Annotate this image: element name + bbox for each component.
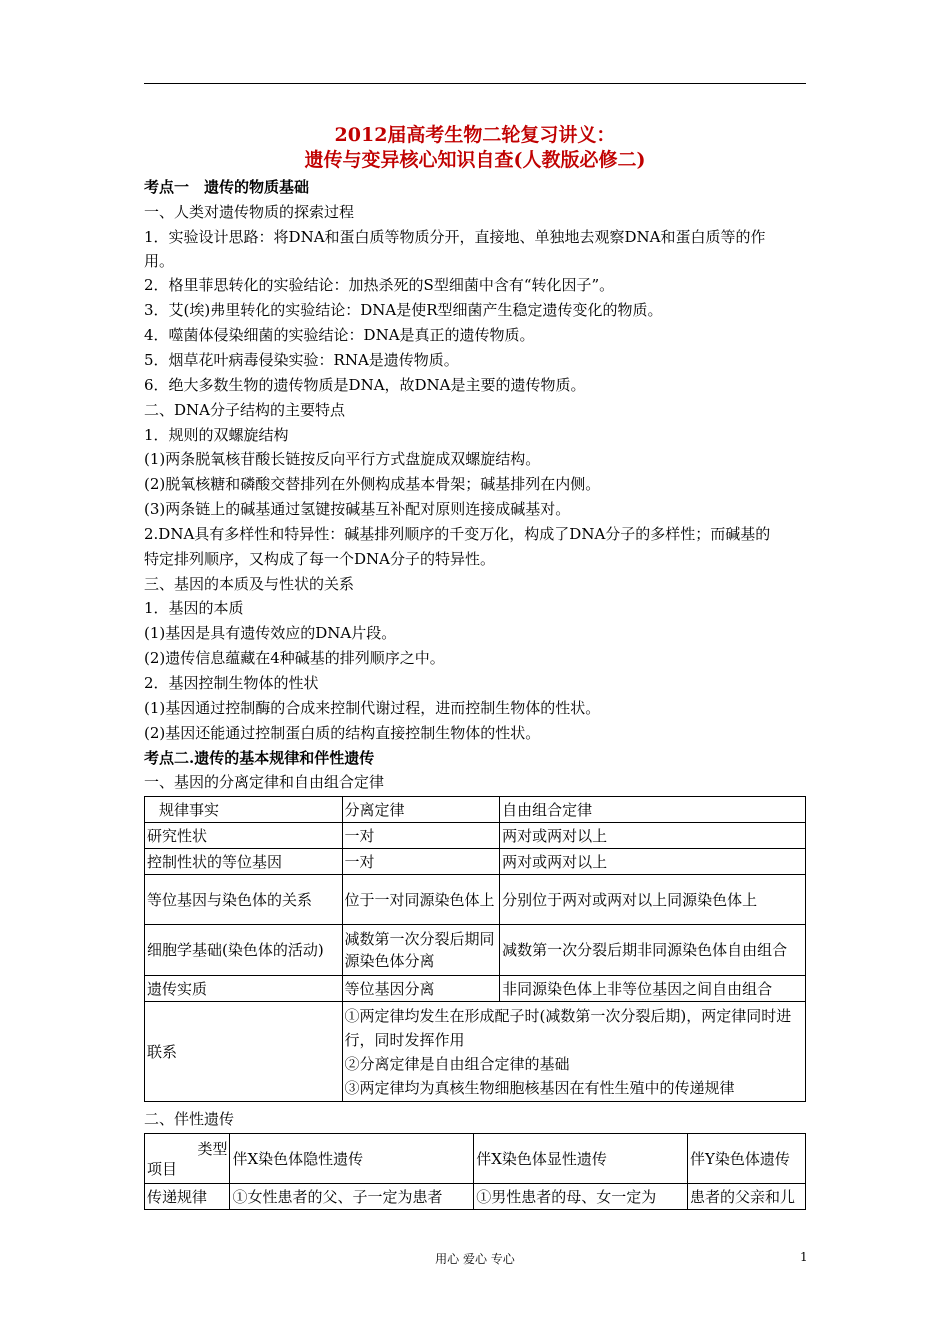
table-header-cell: 伴Y染色体遗传 — [688, 1134, 806, 1184]
inheritance-laws-table — [144, 796, 806, 1102]
table-cell: 两对或两对以上 — [500, 823, 806, 849]
section-heading-2: 考点二.遗传的基本规律和伴性遗传 — [144, 749, 375, 767]
table-row — [145, 1184, 806, 1210]
table-cell: 减数第一次分裂后期非同源染色体自由组合 — [500, 925, 806, 976]
table-cell: 传递规律 — [145, 1184, 230, 1210]
corner-type-label: 类型 — [197, 1139, 228, 1158]
table-cell: 非同源染色体上非等位基因之间自由组合 — [500, 976, 806, 1002]
table-cell: 一对 — [342, 823, 500, 849]
table-row — [145, 925, 806, 976]
body-line: 特定排列顺序，又构成了每一个DNA分子的特异性。 — [144, 550, 495, 568]
table-header-row — [145, 797, 806, 823]
table-header-cell: 规律事实 — [145, 797, 343, 823]
table-header-cell: 伴X染色体显性遗传 — [474, 1134, 688, 1184]
table-corner-cell — [145, 1134, 230, 1184]
table-cell: 遗传实质 — [145, 976, 343, 1002]
body-line: 一、人类对遗传物质的探索过程 — [144, 203, 355, 221]
table-row — [145, 849, 806, 875]
header-rule — [144, 83, 806, 84]
table-cell: 两对或两对以上 — [500, 849, 806, 875]
table-cell: 患者的父亲和儿 — [688, 1184, 806, 1210]
table-header-cell: 伴X染色体隐性遗传 — [230, 1134, 474, 1184]
table-cell: 位于一对同源染色体上 — [342, 875, 500, 925]
body-line: 2.DNA具有多样性和特异性：碱基排列顺序的千变万化，构成了DNA分子的多样性；而碱基的 — [144, 525, 771, 543]
body-line: (1)基因通过控制酶的合成来控制代谢过程，进而控制生物体的性状。 — [144, 699, 601, 717]
table-cell: 一对 — [342, 849, 500, 875]
body-line: 用。 — [144, 252, 175, 270]
body-line: 1．基因的本质 — [144, 599, 244, 617]
body-line: (1)基因是具有遗传效应的DNA片段。 — [144, 624, 397, 642]
table-header-cell: 自由组合定律 — [500, 797, 806, 823]
relation-item: ①两定律均发生在形成配子时(减数第一次分裂后期)，两定律同时进行，同时发挥作用 — [344, 1006, 792, 1049]
table-row — [145, 823, 806, 849]
section-heading-sex-linked: 二、伴性遗传 — [144, 1110, 235, 1128]
table-cell: 细胞学基础(染色体的活动) — [145, 925, 343, 976]
relation-item: ②分离定律是自由组合定律的基础 — [344, 1054, 570, 1073]
body-line: 2．基因控制生物体的性状 — [144, 674, 319, 692]
body-line: 1．规则的双螺旋结构 — [144, 426, 289, 444]
body-line: (1)两条脱氧核苷酸长链按反向平行方式盘旋成双螺旋结构。 — [144, 450, 541, 468]
body-line: (2)遗传信息蕴藏在4种碱基的排列顺序之中。 — [144, 649, 445, 667]
sex-linked-table — [144, 1133, 806, 1210]
table-header-cell: 分离定律 — [342, 797, 500, 823]
body-line: 一、基因的分离定律和自由组合定律 — [144, 773, 385, 791]
table-cell: 分别位于两对或两对以上同源染色体上 — [500, 875, 806, 925]
table-cell: 减数第一次分裂后期同源染色体分离 — [342, 925, 500, 976]
corner-item-label: 项目 — [147, 1159, 178, 1178]
title-line-2: 遗传与变异核心知识自查(人教版必修二) — [304, 149, 646, 171]
table-row-relation — [145, 1002, 806, 1102]
table-cell: ①男性患者的母、女一定为 — [474, 1184, 688, 1210]
body-line: 二、DNA分子结构的主要特点 — [144, 401, 345, 419]
body-line: 6．绝大多数生物的遗传物质是DNA，故DNA是主要的遗传物质。 — [144, 376, 586, 394]
table-cell: ①女性患者的父、子一定为患者 — [230, 1184, 474, 1210]
page-footer: 用心 爱心 专心 — [435, 1252, 515, 1266]
page-number: 1 — [800, 1250, 808, 1264]
body-line: (3)两条链上的碱基通过氢键按碱基互补配对原则连接成碱基对。 — [144, 500, 571, 518]
table-row — [145, 976, 806, 1002]
body-line: 1．实验设计思路：将DNA和蛋白质等物质分开，直接地、单独地去观察DNA和蛋白质等的作 — [144, 228, 766, 246]
body-line: 4．噬菌体侵染细菌的实验结论：DNA是真正的遗传物质。 — [144, 326, 535, 344]
body-line: 2．格里菲思转化的实验结论：加热杀死的S型细菌中含有“转化因子”。 — [144, 276, 615, 294]
table-cell: 等位基因与染色体的关系 — [145, 875, 343, 925]
body-line: 5．烟草花叶病毒侵染实验：RNA是遗传物质。 — [144, 351, 459, 369]
relation-item: ③两定律均为真核生物细胞核基因在有性生殖中的传递规律 — [344, 1078, 735, 1097]
body-line: 三、基因的本质及与性状的关系 — [144, 575, 355, 593]
body-line: (2)脱氧核糖和磷酸交替排列在外侧构成基本骨架；碱基排列在内侧。 — [144, 475, 601, 493]
section-heading-1: 考点一 遗传的物质基础 — [144, 178, 310, 196]
table-cell: 控制性状的等位基因 — [145, 849, 343, 875]
table-cell: 等位基因分离 — [342, 976, 500, 1002]
table-cell: 研究性状 — [145, 823, 343, 849]
body-line: 3．艾(埃)弗里转化的实验结论：DNA是使R型细菌产生稳定遗传变化的物质。 — [144, 301, 663, 319]
table-row — [145, 875, 806, 925]
relation-label-cell: 联系 — [145, 1002, 343, 1102]
relation-content-cell — [342, 1002, 806, 1102]
table-header-row — [145, 1134, 806, 1184]
title-line-1: 2012届高考生物二轮复习讲义： — [334, 124, 616, 146]
body-line: (2)基因还能通过控制蛋白质的结构直接控制生物体的性状。 — [144, 724, 541, 742]
